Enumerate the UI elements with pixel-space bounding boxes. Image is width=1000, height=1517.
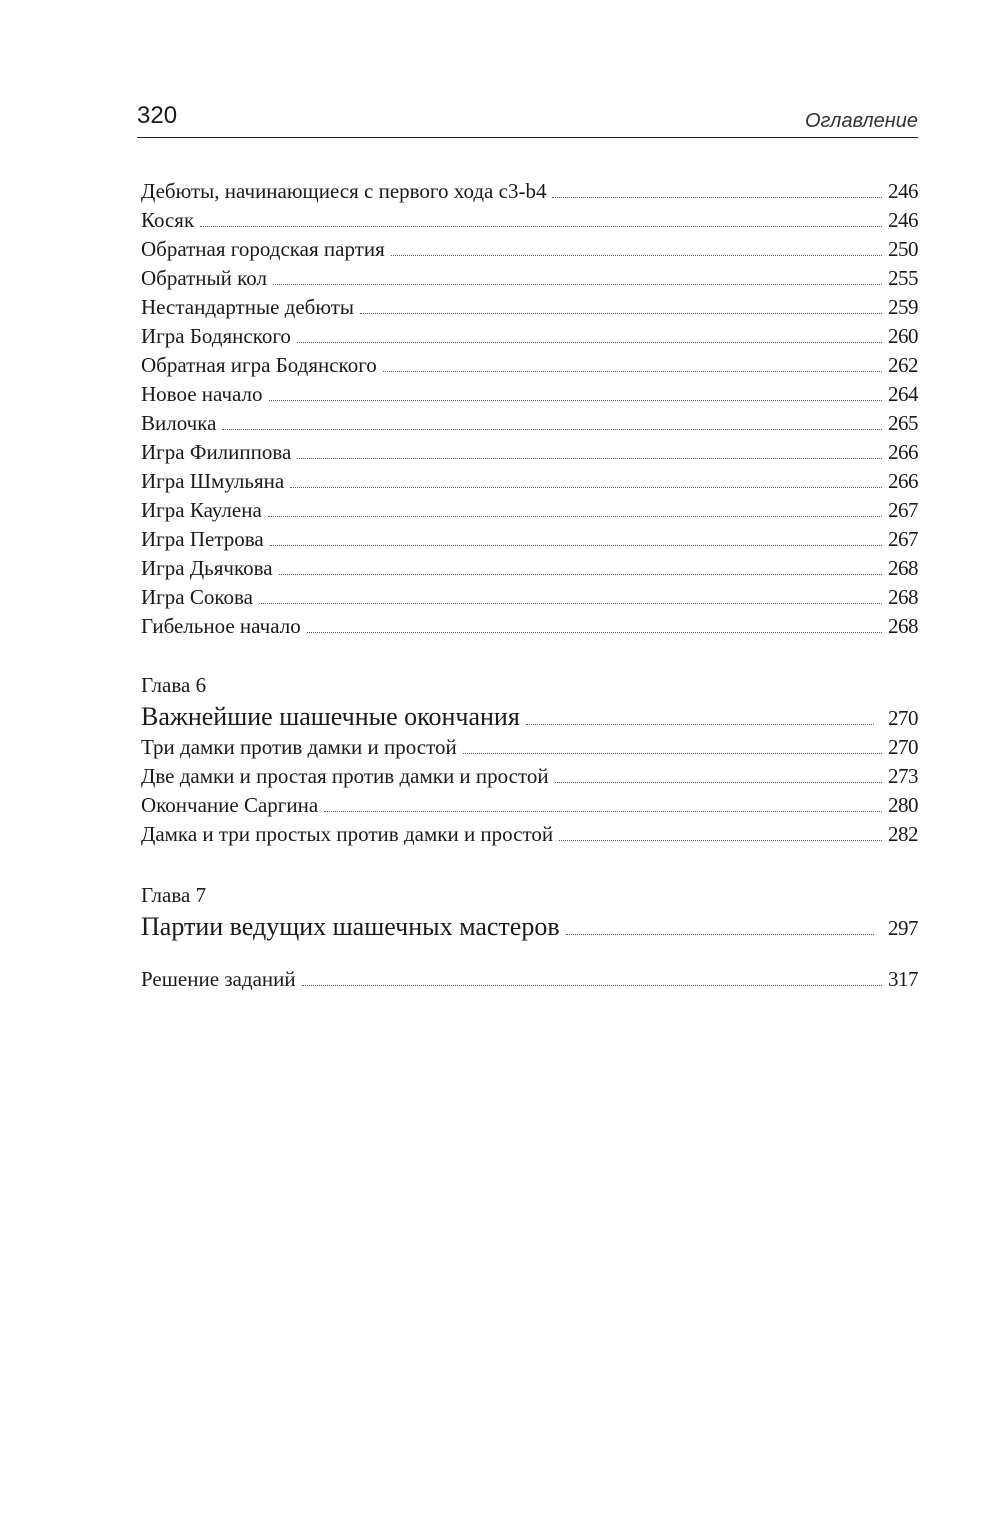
chapter-7-label: Глава 7: [141, 883, 207, 907]
table-of-contents: [141, 177, 918, 994]
toc-entry-title: Три дамки против дамки и простой: [141, 735, 457, 759]
dot-leader: [297, 342, 882, 343]
toc-entry-title: Вилочка: [141, 411, 217, 435]
toc-entry-title: Игра Бодянского: [141, 324, 291, 348]
page-number: 320: [137, 102, 178, 129]
toc-entry-title: Игра Филиппова: [141, 440, 292, 464]
toc-entry-title: Игра Каулена: [141, 498, 262, 522]
toc-entry-title: Обратный кол: [141, 266, 267, 290]
toc-entry[interactable]: [141, 322, 918, 351]
dot-leader: [391, 255, 882, 256]
chapter-6-page: 270: [888, 706, 918, 730]
chapter-7-title: Партии ведущих шашечных мастеров: [141, 912, 560, 941]
toc-entry[interactable]: [141, 525, 918, 554]
toc-entry-title: Обратная игра Бодянского: [141, 353, 377, 377]
toc-entry-title: Игра Шмульяна: [141, 469, 285, 493]
toc-entry-page: 259: [888, 295, 918, 319]
toc-entry[interactable]: [141, 264, 918, 293]
toc-entry-page: 246: [888, 179, 918, 203]
running-head: Оглавление: [804, 110, 918, 132]
toc-entry[interactable]: [141, 438, 918, 467]
toc-entry-page: 255: [888, 266, 918, 290]
dot-leader: [290, 487, 882, 488]
toc-entry-title: Игра Дьячкова: [141, 556, 273, 580]
toc-entry[interactable]: [141, 733, 918, 762]
toc-entry-page: 266: [888, 440, 918, 464]
toc-entry-page: 267: [888, 527, 918, 551]
dot-leader: [302, 985, 882, 986]
dot-leader: [297, 458, 882, 459]
dot-leader: [222, 429, 882, 430]
toc-entry-title: Нестандартные дебюты: [141, 295, 355, 319]
dot-leader: [268, 516, 882, 517]
toc-entry[interactable]: [141, 762, 918, 791]
dot-leader: [307, 632, 882, 633]
toc-entry-title: Две дамки и простая против дамки и простой: [141, 764, 549, 788]
dot-leader: [259, 603, 882, 604]
dot-leader: [270, 545, 882, 546]
toc-entry[interactable]: [141, 177, 918, 206]
toc-entry[interactable]: [141, 612, 918, 641]
header-rule: [137, 137, 918, 138]
chapter-6-label: Глава 6: [141, 673, 207, 697]
toc-entry-page: 264: [888, 382, 918, 406]
chapter-6-section: [141, 671, 918, 849]
toc-entry[interactable]: [141, 380, 918, 409]
chapter-7-page: 297: [888, 916, 918, 940]
chapter-7-title-entry[interactable]: [141, 910, 918, 943]
dot-leader: [526, 724, 874, 725]
toc-entry-title: Косяк: [141, 208, 195, 232]
dot-leader: [559, 840, 882, 841]
toc-entry-title: Игра Сокова: [141, 585, 253, 609]
toc-entry-page: 265: [888, 411, 918, 435]
toc-entry-page: 270: [888, 735, 918, 759]
toc-entry[interactable]: [141, 235, 918, 264]
toc-entry-title: Гибельное начало: [141, 614, 301, 638]
toc-entries: [141, 177, 918, 641]
solutions-entry[interactable]: [141, 965, 918, 994]
toc-entry[interactable]: [141, 351, 918, 380]
toc-entry-page: 260: [888, 324, 918, 348]
toc-entry[interactable]: [141, 496, 918, 525]
toc-entry-page: 280: [888, 793, 918, 817]
dot-leader: [463, 753, 882, 754]
toc-entry[interactable]: [141, 820, 918, 849]
toc-entry-page: 262: [888, 353, 918, 377]
toc-entry[interactable]: [141, 583, 918, 612]
toc-entry-page: 268: [888, 614, 918, 638]
toc-entry-page: 250: [888, 237, 918, 261]
dot-leader: [279, 574, 882, 575]
dot-leader: [566, 934, 874, 935]
toc-entry-page: 267: [888, 498, 918, 522]
toc-entry-page: 282: [888, 822, 918, 846]
toc-entry-page: 268: [888, 585, 918, 609]
chapter-6-title: Важнейшие шашечные окончания: [141, 702, 520, 731]
chapter-7-section: [141, 881, 918, 943]
solutions-title: Решение заданий: [141, 967, 296, 991]
toc-entry-title: Обратная городская партия: [141, 237, 385, 261]
dot-leader: [555, 782, 882, 783]
dot-leader: [552, 197, 882, 198]
toc-entry-title: Окончание Саргина: [141, 793, 319, 817]
dot-leader: [360, 313, 882, 314]
toc-entry[interactable]: [141, 791, 918, 820]
chapter-6-title-entry[interactable]: [141, 700, 918, 733]
solutions-page: 317: [888, 967, 918, 991]
dot-leader: [200, 226, 882, 227]
toc-entry[interactable]: [141, 206, 918, 235]
toc-entry-title: Игра Петрова: [141, 527, 264, 551]
toc-entry-title: Новое начало: [141, 382, 263, 406]
dot-leader: [383, 371, 882, 372]
toc-entry-title: Дебюты, начинающиеся с первого хода c3-b4: [141, 179, 547, 203]
toc-entry[interactable]: [141, 293, 918, 322]
toc-entry-page: 268: [888, 556, 918, 580]
toc-entry-title: Дамка и три простых против дамки и простой: [141, 822, 554, 846]
toc-entry[interactable]: [141, 554, 918, 583]
toc-entry-page: 266: [888, 469, 918, 493]
toc-entry-page: 246: [888, 208, 918, 232]
dot-leader: [324, 811, 882, 812]
toc-entry[interactable]: [141, 409, 918, 438]
dot-leader: [273, 284, 882, 285]
toc-entry[interactable]: [141, 467, 918, 496]
dot-leader: [269, 400, 882, 401]
toc-entry-page: 273: [888, 764, 918, 788]
